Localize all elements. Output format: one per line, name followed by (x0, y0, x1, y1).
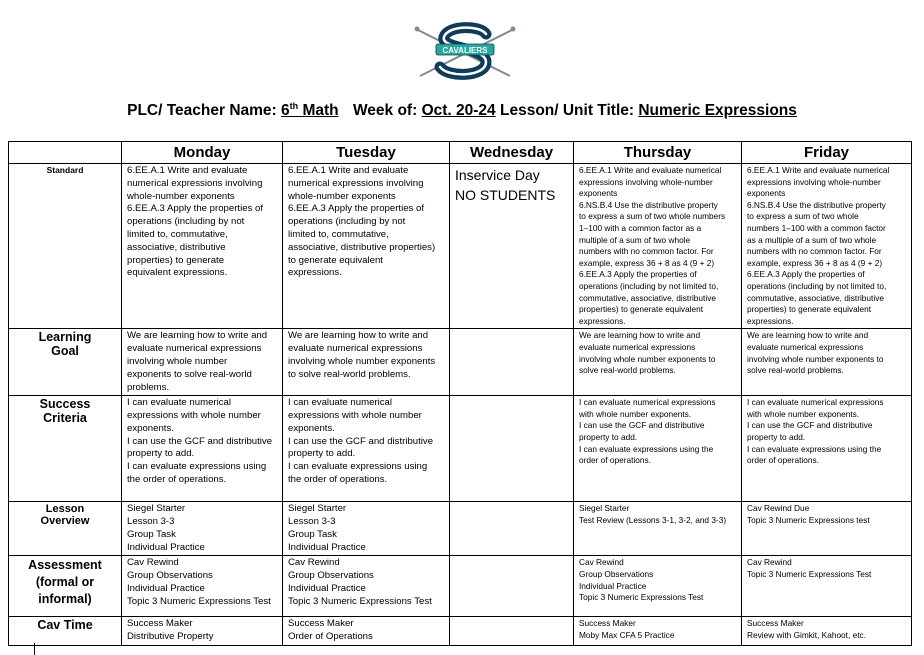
success-criteria-row (9, 396, 912, 502)
text-cursor-mark (34, 643, 35, 655)
week-label: Week of: (352, 102, 418, 120)
logo-text: CAVALIERS (442, 45, 488, 55)
lesson-overview-monday: Siegel Starter Lesson 3-3 Group Task Individual Practice (122, 502, 283, 556)
lesson-overview-wednesday (450, 502, 574, 556)
success-criteria-tuesday: I can evaluate numerical expressions with whole number exponents. I can use the GCF and distributive property to add. I can evaluate expressions using the order of operations. (283, 396, 450, 502)
row-label-lesson-overview: Lesson Overview (9, 502, 122, 556)
lesson-overview-row (9, 502, 912, 556)
success-criteria-wednesday (450, 396, 574, 502)
teacher-label: PLC/ Teacher Name: (127, 102, 277, 120)
week-value: Oct. 20-24 (421, 102, 496, 120)
success-criteria-friday: I can evaluate numerical expressions with whole number exponents. I can use the GCF and distributive property to add. I can evaluate expressions using the order of operations. (742, 396, 912, 502)
cav-time-row (9, 617, 912, 646)
cav-time-wednesday (450, 617, 574, 646)
day-header-tuesday: Tuesday (283, 142, 450, 164)
lesson-overview-tuesday: Siegel Starter Lesson 3-3 Group Task Individual Practice (283, 502, 450, 556)
assessment-row (9, 556, 912, 617)
page-title (0, 101, 924, 120)
lesson-plan-table (8, 141, 912, 646)
unit-title-value: Numeric Expressions (638, 102, 797, 120)
row-label-cav-time: Cav Time (9, 617, 122, 646)
cav-time-friday: Success Maker Review with Gimkit, Kahoot, etc. (742, 617, 912, 646)
learning-goal-friday: We are learning how to write and evaluate numerical expressions involving whole number exponents to solve real-world problems. (742, 329, 912, 396)
teacher-name: 6th Math (281, 101, 339, 120)
assessment-monday: Cav Rewind Group Observations Individual Practice Topic 3 Numeric Expressions Test (122, 556, 283, 617)
day-header-monday: Monday (122, 142, 283, 164)
cavaliers-logo-icon (410, 22, 520, 82)
learning-goal-row (9, 329, 912, 396)
standard-thursday: 6.EE.A.1 Write and evaluate numerical expressions involving whole-number exponents 6.NS.B.4 Use the distributive property to express a sum of two whole numbers 1–100 with a common factor as a multiple of a sum of two whole numbers with no common factor. For example, express 36 + 8 as 4 (9 + 2) 6.EE.A.3 Apply the properties of operations (including by not limited to, commutative, associative, distributive properties) to generate equivalent expressions. (574, 164, 742, 329)
standard-friday: 6.EE.A.1 Write and evaluate numerical expressions involving whole-number exponents 6.NS.B.4 Use the distributive property to express a sum of two whole numbers 1–100 with a common factor as a multiple of a sum of two whole numbers with no common factor. For example, express 36 + 8 as 4 (9 + 2) 6.EE.A.3 Apply the properties of operations (including by not limited to, commutative, associative, distributive properties) to generate equivalent expressions. (742, 164, 912, 329)
day-header-wednesday: Wednesday (450, 142, 574, 164)
assessment-thursday: Cav Rewind Group Observations Individual Practice Topic 3 Numeric Expressions Test (574, 556, 742, 617)
lesson-overview-friday: Cav Rewind Due Topic 3 Numeric Expressions test (742, 502, 912, 556)
lesson-overview-thursday: Siegel Starter Test Review (Lessons 3-1, 3-2, and 3-3) (574, 502, 742, 556)
row-label-success-criteria: Success Criteria (9, 396, 122, 502)
learning-goal-thursday: We are learning how to write and evaluate numerical expressions involving whole number exponents to solve real-world problems. (574, 329, 742, 396)
learning-goal-tuesday: We are learning how to write and evaluate numerical expressions involving whole number exponents to solve real-world problems. (283, 329, 450, 396)
success-criteria-monday: I can evaluate numerical expressions with whole number exponents. I can use the GCF and distributive property to add. I can evaluate expressions using the order of operations. (122, 396, 283, 502)
day-header-thursday: Thursday (574, 142, 742, 164)
success-criteria-thursday: I can evaluate numerical expressions with whole number exponents. I can use the GCF and distributive property to add. I can evaluate expressions using the order of operations. (574, 396, 742, 502)
corner-cell (9, 142, 122, 164)
standard-row (9, 164, 912, 329)
standard-tuesday: 6.EE.A.1 Write and evaluate numerical expressions involving whole-number exponents 6.EE.A.3 Apply the properties of operations (including by not limited to, commutative, associative, distributive properties) to generate equivalent expressions. (283, 164, 450, 329)
row-label-learning-goal: Learning Goal (9, 329, 122, 396)
assessment-wednesday (450, 556, 574, 617)
row-label-assessment: Assessment (formal or informal) (9, 556, 122, 617)
standard-wednesday: Inservice Day NO STUDENTS (450, 164, 574, 329)
row-label-standard: Standard (9, 164, 122, 329)
day-header-row (9, 142, 912, 164)
assessment-tuesday: Cav Rewind Group Observations Individual Practice Topic 3 Numeric Expressions Test (283, 556, 450, 617)
cav-time-tuesday: Success Maker Order of Operations (283, 617, 450, 646)
learning-goal-wednesday (450, 329, 574, 396)
learning-goal-monday: We are learning how to write and evaluate numerical expressions involving whole number exponents to solve real-world problems. (122, 329, 283, 396)
day-header-friday: Friday (742, 142, 912, 164)
cav-time-monday: Success Maker Distributive Property (122, 617, 283, 646)
unit-title-label: Lesson/ Unit Title: (499, 102, 635, 120)
assessment-friday: Cav Rewind Topic 3 Numeric Expressions Test (742, 556, 912, 617)
standard-monday: 6.EE.A.1 Write and evaluate numerical expressions involving whole-number exponents 6.EE.A.3 Apply the properties of operations (including by not limited to, commutative, associative, distributive properties) to generate equivalent expressions. (122, 164, 283, 329)
cav-time-thursday: Success Maker Moby Max CFA 5 Practice (574, 617, 742, 646)
